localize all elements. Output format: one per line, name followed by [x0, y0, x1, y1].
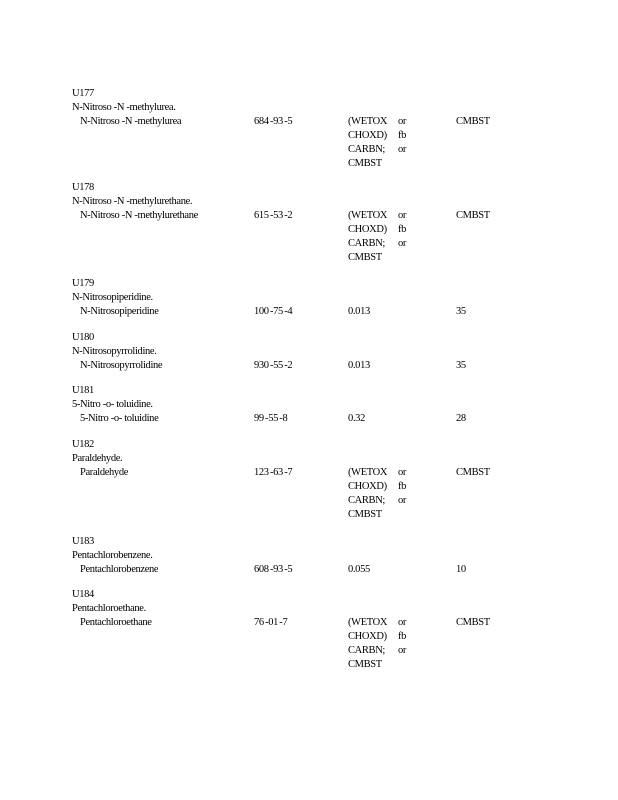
wastewater-text: CHOXD) — [348, 224, 387, 235]
wastewater-conjunction: fb — [398, 481, 407, 492]
wastewater-text: 0.055 — [348, 564, 370, 575]
wastewater-text: CHOXD) — [348, 130, 387, 141]
cas-number: 123 -63 -7 — [254, 467, 293, 478]
waste-code: U178 — [72, 182, 94, 193]
wastewater-conjunction: or — [398, 645, 407, 656]
waste-code: U183 — [72, 536, 94, 547]
wastewater-text: CHOXD) — [348, 631, 387, 642]
waste-name: Paraldehyde. — [72, 453, 123, 464]
wastewater-text: CMBST — [348, 659, 382, 670]
constituent-row — [72, 412, 592, 426]
constituent-row — [72, 305, 592, 319]
waste-entry — [72, 384, 592, 426]
wastewater-text: CMBST — [348, 509, 382, 520]
waste-name: Pentachlorobenzene. — [72, 550, 153, 561]
wastewater-conjunction: fb — [398, 224, 407, 235]
constituent-row — [72, 209, 592, 263]
wastewater-standard — [348, 359, 418, 373]
wastewater-conjunction: or — [398, 210, 407, 221]
constituent-name: Pentachlorobenzene — [80, 564, 159, 575]
waste-entry — [72, 277, 592, 319]
cas-number: 930 -55 -2 — [254, 360, 293, 371]
cas-number: 615 -53 -2 — [254, 210, 293, 221]
waste-entry — [72, 331, 592, 373]
wastewater-standard — [348, 209, 418, 265]
waste-code: U184 — [72, 589, 94, 600]
wastewater-text: 0.32 — [348, 413, 365, 424]
nonwastewater-standard: 35 — [456, 360, 466, 371]
wastewater-standard — [348, 305, 418, 319]
wastewater-standard — [348, 616, 418, 672]
waste-name: 5-Nitro -o- toluidine. — [72, 399, 153, 410]
waste-entry — [72, 438, 592, 520]
wastewater-standard — [348, 466, 418, 522]
cas-number: 100 -75 -4 — [254, 306, 293, 317]
constituent-name: N-Nitroso -N -methylurethane — [80, 210, 198, 221]
wastewater-text: (WETOX — [348, 617, 388, 628]
nonwastewater-standard: CMBST — [456, 116, 490, 127]
wastewater-conjunction: fb — [398, 130, 407, 141]
waste-name: N-Nitroso -N -methylurethane. — [72, 196, 193, 207]
waste-name: Pentachloroethane. — [72, 603, 146, 614]
wastewater-text: CARBN; — [348, 645, 385, 656]
constituent-row — [72, 563, 592, 577]
wastewater-standard — [348, 563, 418, 577]
constituent-name: Pentachloroethane — [80, 617, 152, 628]
nonwastewater-standard: CMBST — [456, 467, 490, 478]
constituent-name: N-Nitrosopiperidine — [80, 306, 159, 317]
nonwastewater-standard: 28 — [456, 413, 466, 424]
nonwastewater-standard: 10 — [456, 564, 466, 575]
constituent-row — [72, 616, 592, 670]
waste-name: N-Nitrosopiperidine. — [72, 292, 153, 303]
nonwastewater-standard: CMBST — [456, 210, 490, 221]
wastewater-text: CARBN; — [348, 144, 385, 155]
wastewater-conjunction: or — [398, 116, 407, 127]
constituent-row — [72, 466, 592, 520]
constituent-row — [72, 115, 592, 169]
waste-name: N-Nitroso -N -methylurea. — [72, 102, 176, 113]
wastewater-text: 0.013 — [348, 360, 370, 371]
waste-name: N-Nitrosopyrrolidine. — [72, 346, 157, 357]
waste-code: U181 — [72, 385, 94, 396]
waste-code: U177 — [72, 88, 94, 99]
wastewater-text: CARBN; — [348, 238, 385, 249]
wastewater-text: (WETOX — [348, 210, 388, 221]
waste-entry — [72, 181, 592, 263]
waste-code: U180 — [72, 332, 94, 343]
wastewater-standard — [348, 115, 418, 171]
wastewater-text: 0.013 — [348, 306, 370, 317]
cas-number: 99 -55 -8 — [254, 413, 288, 424]
wastewater-conjunction: or — [398, 467, 407, 478]
wastewater-text: CHOXD) — [348, 481, 387, 492]
waste-entry — [72, 87, 592, 169]
constituent-name: Paraldehyde — [80, 467, 129, 478]
wastewater-text: (WETOX — [348, 467, 388, 478]
wastewater-conjunction: or — [398, 238, 407, 249]
cas-number: 608 -93 -5 — [254, 564, 293, 575]
wastewater-text: CMBST — [348, 158, 382, 169]
nonwastewater-standard: CMBST — [456, 617, 490, 628]
waste-code: U179 — [72, 278, 94, 289]
constituent-row — [72, 359, 592, 373]
wastewater-text: (WETOX — [348, 116, 388, 127]
wastewater-conjunction: or — [398, 144, 407, 155]
wastewater-text: CMBST — [348, 252, 382, 263]
waste-entry — [72, 535, 592, 577]
constituent-name: 5-Nitro -o- toluidine — [80, 413, 159, 424]
nonwastewater-standard: 35 — [456, 306, 466, 317]
wastewater-standard — [348, 412, 418, 426]
waste-entry — [72, 588, 592, 670]
constituent-name: N-Nitroso -N -methylurea — [80, 116, 182, 127]
cas-number: 76 -01 -7 — [254, 617, 288, 628]
waste-code: U182 — [72, 439, 94, 450]
cas-number: 684 -93 -5 — [254, 116, 293, 127]
wastewater-text: CARBN; — [348, 495, 385, 506]
wastewater-conjunction: fb — [398, 631, 407, 642]
constituent-name: N-Nitrosopyrrolidine — [80, 360, 163, 371]
wastewater-conjunction: or — [398, 617, 407, 628]
wastewater-conjunction: or — [398, 495, 407, 506]
